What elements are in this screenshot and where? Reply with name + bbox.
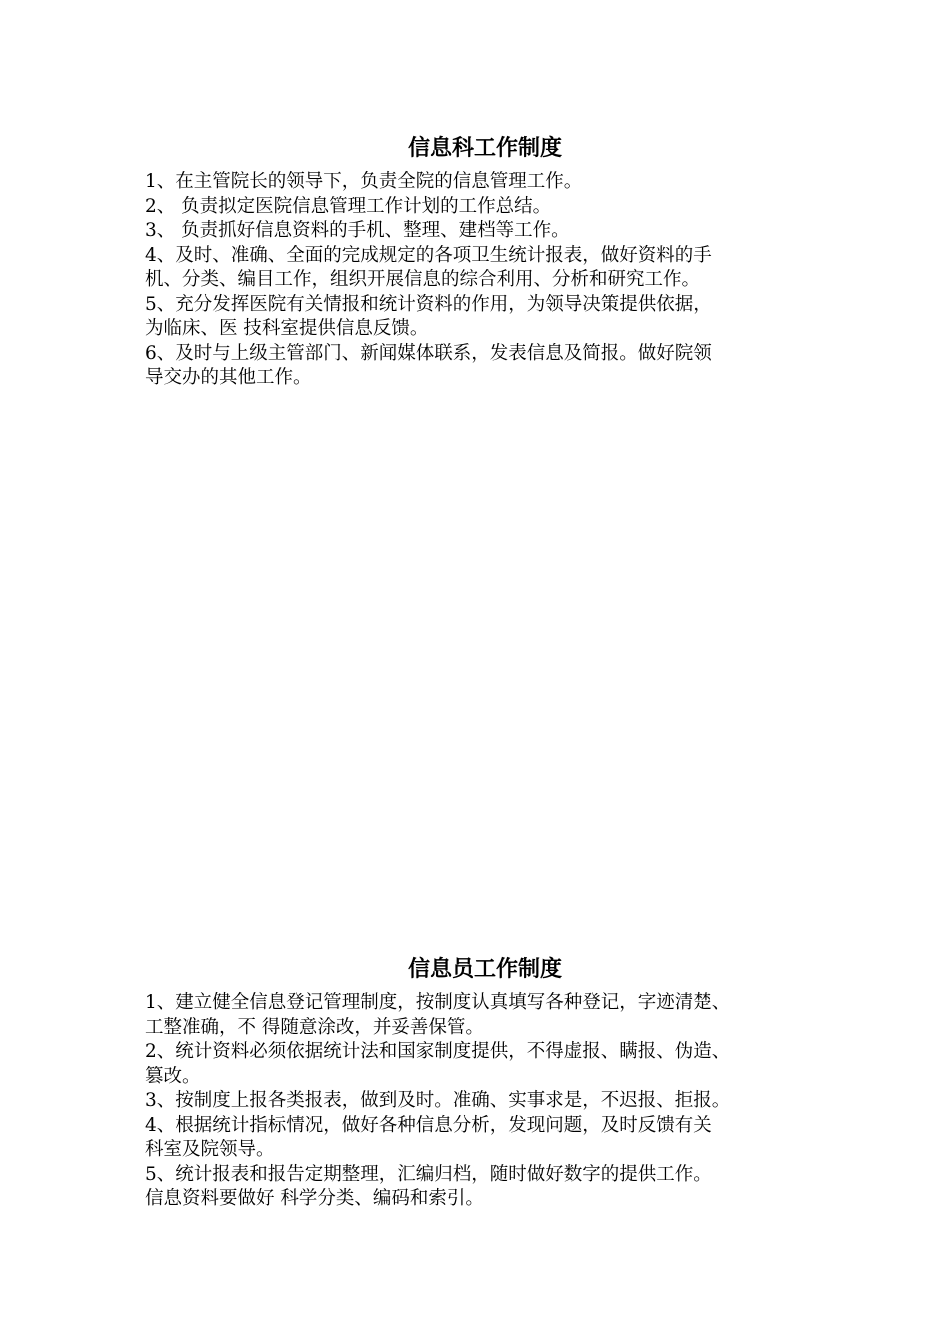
section-title: 信息科工作制度 [407, 136, 562, 161]
rule-item-4: 4、及时、准确、全面的完成规定的各项卫生统计报表，做好资料的手 机、分类、编目工作，组织开展信息的综合利用、分析和研究工作。 [145, 244, 712, 290]
rule-item-3: 3、按制度上报各类报表，做到及时。准确、实事求是，不迟报、拒报。 [145, 1090, 731, 1111]
rule-item-2: 2、统计资料必须依据统计法和国家制度提供，不得虚报、瞒报、伪造、 篡改。 [145, 1041, 731, 1087]
section-info-dept-rules [145, 132, 835, 391]
rule-item-6: 6、及时与上级主管部门、新闻媒体联系，发表信息及简报。做好院领 导交办的其他工作。 [145, 342, 712, 388]
rule-item-3: 3、 负责抓好信息资料的手机、整理、建档等工作。 [145, 220, 570, 241]
section-title: 信息员工作制度 [407, 957, 562, 982]
rule-item-1: 1、在主管院长的领导下，负责全院的信息管理工作。 [145, 171, 583, 192]
section-info-officer-rules [145, 953, 835, 1212]
rule-item-4: 4、根据统计指标情况，做好各种信息分析，发现问题，及时反馈有关 科室及院领导。 [145, 1114, 712, 1160]
rule-item-2: 2、 负责拟定医院信息管理工作计划的工作总结。 [145, 195, 552, 217]
rule-item-5: 5、统计报表和报告定期整理，汇编归档，随时做好数字的提供工作。 信息资料要做好 科学分类、编码和索引。 [145, 1163, 712, 1209]
rule-item-1: 1、建立健全信息登记管理制度，按制度认真填写各种登记，字迹清楚、 工整准确，不 得随意涂改，并妥善保管。 [145, 992, 731, 1038]
rule-item-5: 5、充分发挥医院有关情报和统计资料的作用，为领导决策提供依据， 为临床、医 技科室提供信息反馈。 [145, 293, 712, 339]
